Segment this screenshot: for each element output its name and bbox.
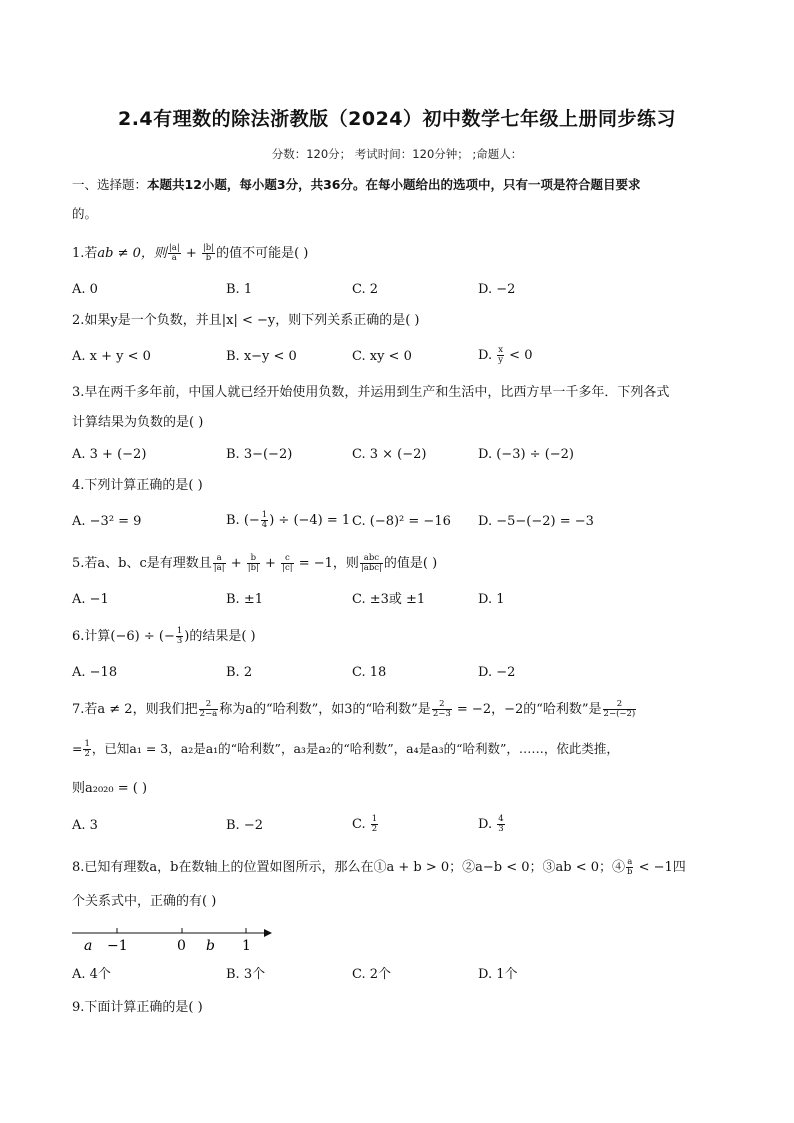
- question-2: 2.如果y是一个负数，并且|x| < −y，则下列关系正确的是( ): [72, 313, 420, 328]
- fraction: $\frac{1}{2}$: [371, 814, 378, 834]
- q8-option-d: D. 1个: [478, 967, 518, 982]
- fraction: $\frac{\text{abc}}{\text{|abc|}}$: [360, 553, 382, 573]
- label-zero: 0: [177, 938, 186, 954]
- q7-option-c: C. $\frac{1}{2}$: [352, 814, 378, 834]
- q6-option-a: A. −18: [72, 665, 118, 680]
- fraction: $\frac{c}{|c|}$: [282, 553, 293, 573]
- q3-option-d: D. (−3) ÷ (−2): [478, 447, 574, 462]
- fraction: $\frac{a}{|a|}$: [213, 553, 225, 573]
- question-6: 6.计算(−6) ÷ (− $\frac{1}{3}$ )的结果是( ): [72, 626, 256, 646]
- q5-option-a: A. −1: [72, 592, 109, 607]
- q7-option-b: B. −2: [226, 818, 263, 833]
- q2-option-d: D. $\frac{x}{y}$ < 0: [478, 345, 533, 365]
- section-header: [72, 176, 641, 194]
- q2-option-b: B. x−y < 0: [226, 349, 297, 364]
- question-7-line1: 7.若a ≠ 2，则我们把 $\frac{2}{2-a}$ 称为a的“哈利数”，如3的“哈利数”是 $\frac{2}{2-3}$ = −2，−2的“哈利数”是 $\frac{2}{2-(-2)}$: [72, 699, 636, 719]
- fraction: $\frac{4}{3}$: [498, 814, 504, 834]
- number-line-arrow: [264, 929, 272, 937]
- fraction: $\frac{|a|}{a}$: [168, 243, 180, 263]
- label-one: 1: [242, 938, 251, 954]
- q4-option-c: C. (−8)² = −16: [352, 514, 451, 529]
- q6-option-c: C. 18: [352, 665, 387, 680]
- q3-option-c: C. 3 × (−2): [352, 447, 427, 462]
- question-8-line1: 8.已知有理数a，b在数轴上的位置如图所示，那么在①a + b > 0；②a−b < 0；③ab < 0；④ $\frac{a}{b}$ < −1四: [72, 857, 686, 877]
- q1-option-b: B. 1: [226, 282, 253, 297]
- q1-option-a: A. 0: [72, 282, 98, 297]
- q8-option-a: A. 4个: [72, 967, 111, 982]
- question-8-line2: 个关系式中，正确的有( ): [72, 894, 217, 909]
- q2-option-c: C. xy < 0: [352, 349, 412, 364]
- q2-option-a: A. x + y < 0: [72, 349, 151, 364]
- label-minus-one: −1: [107, 938, 128, 954]
- question-3-line1: 3.早在两千多年前，中国人就已经开始使用负数，并运用到生产和生活中，比西方早一千多年．下列各式: [72, 385, 670, 400]
- label-b: b: [206, 938, 215, 954]
- exam-info: 分数：120分； 考试时间：120分钟； ;命题人：: [271, 147, 523, 161]
- fraction: $\frac{x}{y}$: [498, 345, 504, 365]
- q6-option-d: D. −2: [478, 665, 516, 680]
- q1-option-c: C. 2: [352, 282, 379, 297]
- fraction: $\frac{a}{b}$: [627, 857, 633, 877]
- q6-option-b: B. 2: [226, 665, 253, 680]
- q4-option-b: B. (− $\frac{1}{4}$ ) ÷ (−4) = 1: [226, 510, 351, 530]
- q5-option-d: D. 1: [478, 592, 505, 607]
- question-1: 1.若ab ≠ 0，则 $\frac{|a|}{a}$ + $\frac{|b|}{b}$ 的值不可能是( ): [72, 243, 309, 263]
- section-header-cont: 的。: [72, 206, 98, 221]
- label-a: a: [84, 938, 93, 954]
- fraction: $\frac{1}{3}$: [176, 626, 183, 646]
- question-5: 5.若a、b、c是有理数且 $\frac{a}{|a|}$ + $\frac{b}{|b|}$ + $\frac{c}{|c|}$ = −1，则 $\frac{\text{abc}}{\text{|abc|}}$ 的值是( ): [72, 553, 438, 573]
- section-label: 一、选择题：: [72, 177, 148, 192]
- q5-option-c: C. ±3或 ±1: [352, 592, 426, 607]
- fraction: $\frac{b}{|b|}$: [247, 553, 259, 573]
- fraction: $\frac{2}{2-(-2)}$: [603, 699, 636, 719]
- fraction: $\frac{1}{2}$: [84, 739, 90, 759]
- fraction: $\frac{2}{2-3}$: [432, 699, 451, 719]
- number-line-figure: [72, 922, 282, 962]
- q7-option-a: A. 3: [72, 818, 98, 833]
- q1-option-d: D. −2: [478, 282, 516, 297]
- fraction: $\frac{2}{2-a}$: [199, 699, 218, 719]
- fraction: $\frac{1}{4}$: [261, 510, 268, 530]
- question-4: 4.下列计算正确的是( ): [72, 478, 203, 493]
- q5-option-b: B. ±1: [226, 592, 263, 607]
- question-7-line2: = $\frac{1}{2}$ ，已知a₁ = 3，a₂是a₁的“哈利数”，a₃是a₂的“哈利数”，a₄是a₃的“哈利数”，……，依此类推，: [72, 739, 619, 759]
- q4-option-d: D. −5−(−2) = −3: [478, 514, 594, 529]
- page-title: 2.4有理数的除法浙教版（2024）初中数学七年级上册同步练习: [117, 108, 677, 130]
- q7-option-d: D. $\frac{4}{3}$: [478, 814, 504, 834]
- q4-option-a: A. −3² = 9: [72, 514, 142, 529]
- q3-option-b: B. 3−(−2): [226, 447, 293, 462]
- section-instructions: 本题共12小题，每小题3分，共36分。在每小题给出的选项中，只有一项是符合题目要求: [147, 177, 641, 192]
- question-9: 9.下面计算正确的是( ): [72, 1000, 203, 1015]
- q8-option-c: C. 2个: [352, 967, 392, 982]
- q8-option-b: B. 3个: [226, 967, 266, 982]
- q3-option-a: A. 3 + (−2): [72, 447, 147, 462]
- fraction: $\frac{|b|}{b}$: [202, 243, 215, 263]
- question-3-line2: 计算结果为负数的是( ): [72, 415, 204, 430]
- question-7-line3: 则a₂₀₂₀ = ( ): [72, 781, 148, 796]
